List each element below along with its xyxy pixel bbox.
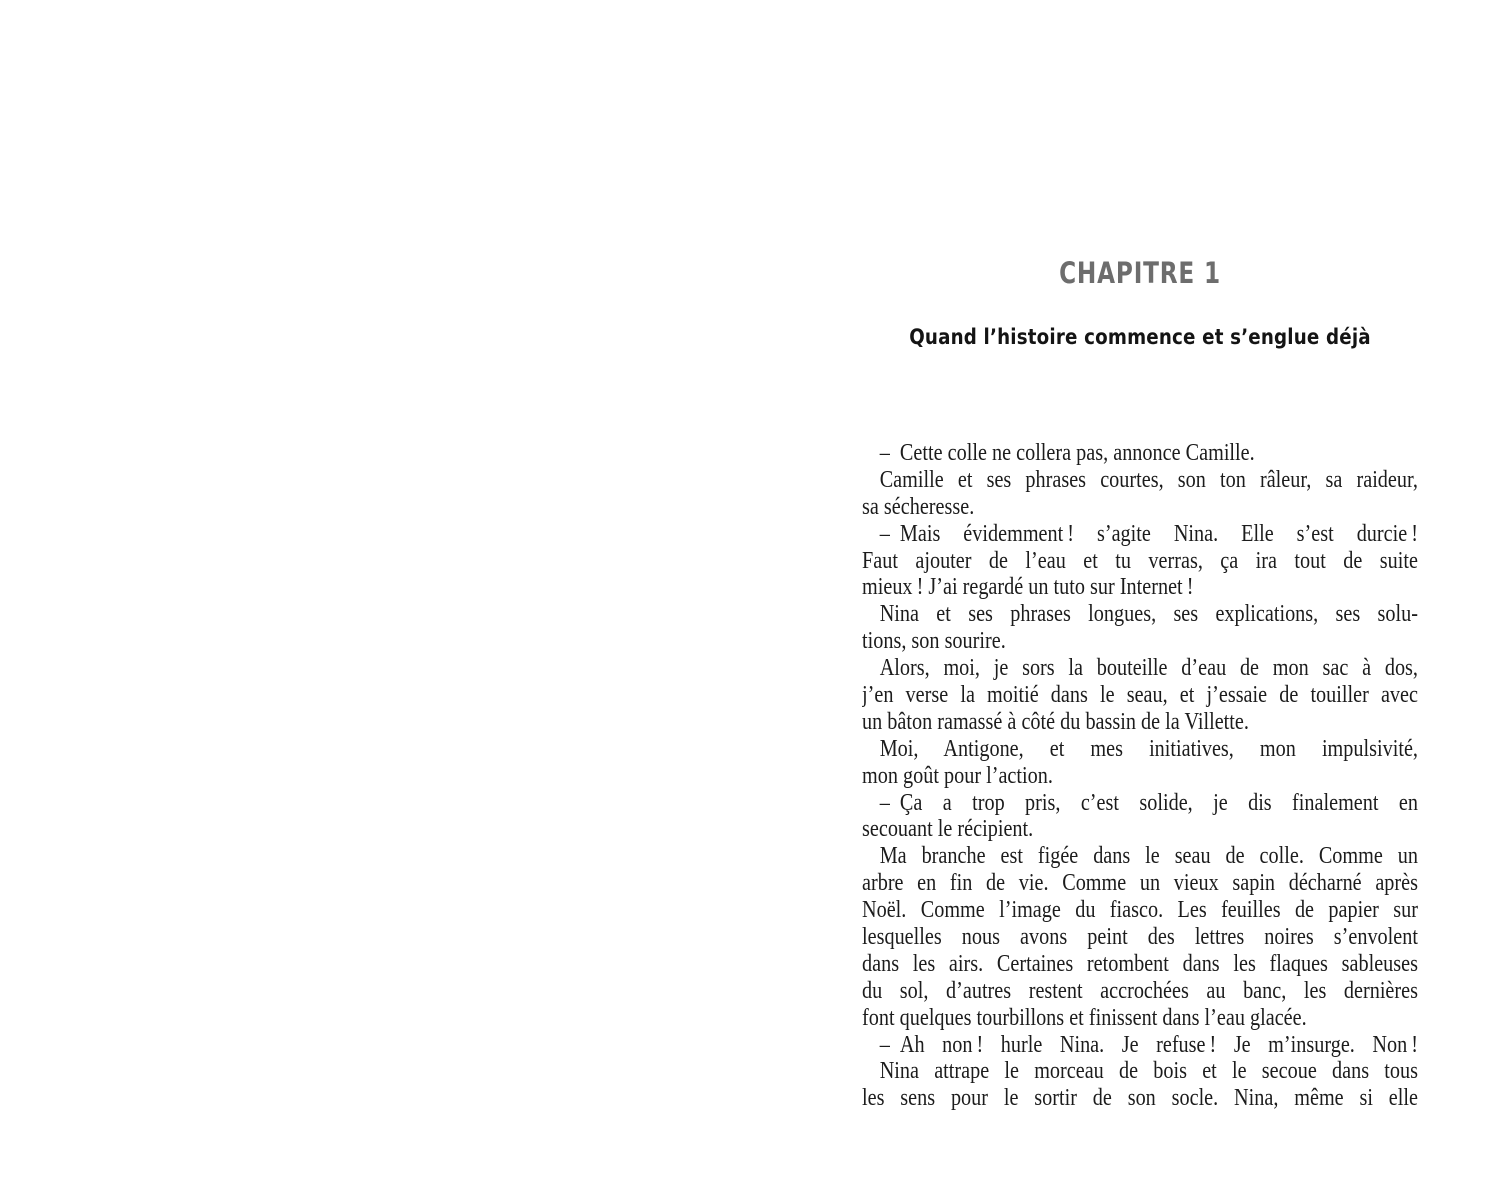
- text-line: du sol, d’autres restent accrochées au banc, les dernières: [862, 977, 1418, 1004]
- text-line: Faut ajouter de l’eau et tu verras, ça ira tout de suite: [862, 547, 1418, 574]
- text-line: tions, son sourire.: [862, 628, 1006, 655]
- text-line: mieux ! J’ai regardé un tuto sur Internet !: [862, 574, 1194, 601]
- text-line: lesquelles nous avons peint des lettres noires s’envolent: [862, 924, 1418, 951]
- text-line: Nina attrape le morceau de bois et le secoue dans tous: [879, 1058, 1418, 1085]
- text-line: Ma branche est figée dans le seau de colle. Comme un: [879, 843, 1418, 870]
- text-line: sa sécheresse.: [862, 493, 975, 520]
- text-line: – Ah non ! hurle Nina. Je refuse ! Je m’insurge. Non !: [879, 1031, 1418, 1058]
- text-line: secouant le récipient.: [862, 816, 1034, 843]
- text-line: les sens pour le sortir de son socle. Nina, même si elle: [862, 1085, 1418, 1112]
- text-line: Moi, Antigone, et mes initiatives, mon impulsivité,: [879, 735, 1418, 762]
- text-line: Camille et ses phrases courtes, son ton râleur, sa raideur,: [879, 466, 1418, 493]
- chapter-subtitle: Quand l’histoire commence et s’englue déjà: [909, 325, 1371, 349]
- body-text: [862, 440, 1418, 1112]
- text-line: dans les airs. Certaines retombent dans les flaques sableuses: [862, 950, 1418, 977]
- text-line: Noël. Comme l’image du fiasco. Les feuilles de papier sur: [862, 897, 1418, 924]
- right-page-text-column: [862, 0, 1418, 1200]
- text-line: un bâton ramassé à côté du bassin de la Villette.: [862, 708, 1249, 735]
- text-line: arbre en fin de vie. Comme un vieux sapin décharné après: [862, 870, 1418, 897]
- text-line: Alors, moi, je sors la bouteille d’eau de mon sac à dos,: [879, 655, 1418, 682]
- text-line: – Mais évidemment ! s’agite Nina. Elle s’est durcie !: [879, 520, 1418, 547]
- text-line: Nina et ses phrases longues, ses explications, ses solu-: [879, 601, 1418, 628]
- text-line: mon goût pour l’action.: [862, 762, 1053, 789]
- text-line: – Cette colle ne collera pas, annonce Camille.: [879, 440, 1255, 466]
- text-line: – Ça a trop pris, c’est solide, je dis finalement en: [879, 789, 1418, 816]
- text-line: font quelques tourbillons et finissent dans l’eau glacée.: [862, 1004, 1307, 1031]
- chapter-title: CHAPITRE 1: [1059, 256, 1221, 290]
- text-line: j’en verse la moitié dans le seau, et j’essaie de touiller avec: [862, 682, 1418, 709]
